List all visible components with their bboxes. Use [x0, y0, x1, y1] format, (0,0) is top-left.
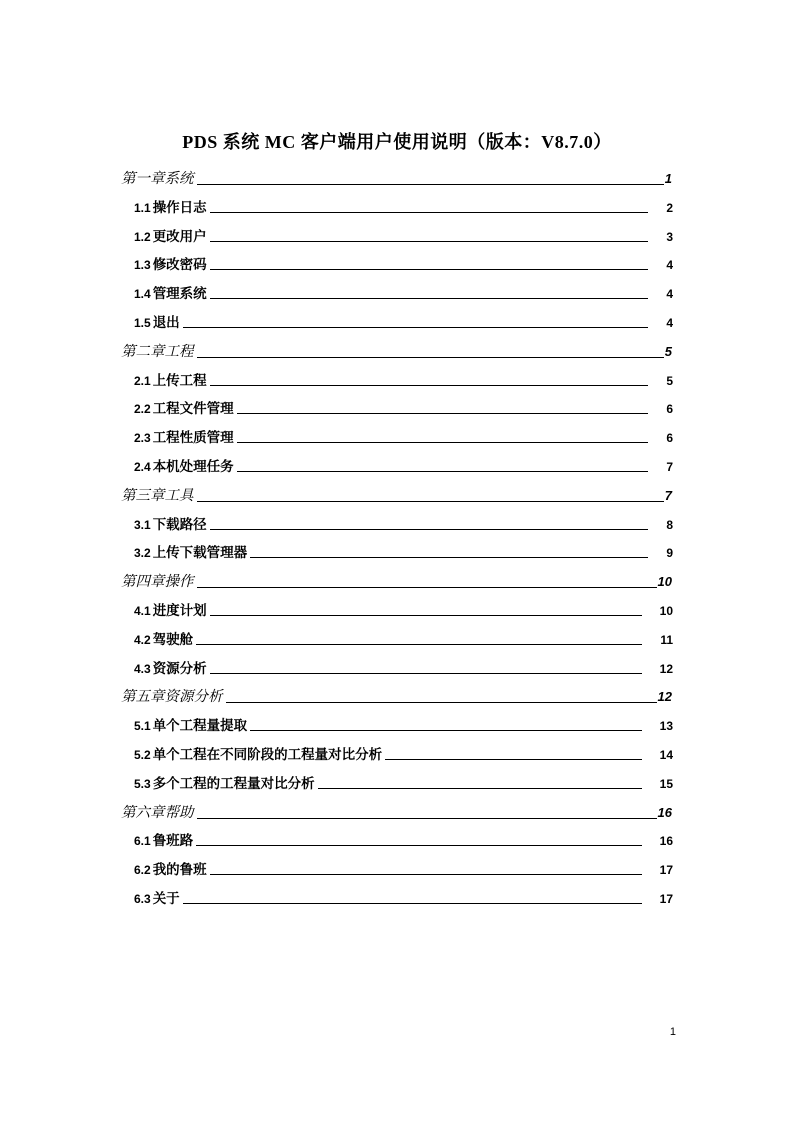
toc-section-entry[interactable] — [134, 369, 673, 389]
toc-page-number: 16 — [659, 834, 673, 849]
toc-section-number: 5.1 — [134, 719, 151, 734]
toc-leader-line — [197, 586, 657, 588]
toc-entry-text: 修改密码 — [152, 257, 207, 273]
toc-page-number: 13 — [659, 719, 673, 734]
toc-page-number: 17 — [659, 892, 673, 906]
toc-page-number: 10 — [659, 604, 673, 618]
toc-entry-text: 下载路径 — [152, 516, 207, 532]
toc-entry-text: 上传工程 — [152, 372, 207, 388]
toc-page-number: 12 — [659, 661, 673, 676]
toc-section-number: 1.1 — [134, 200, 151, 215]
toc-chapter-entry[interactable] — [121, 484, 672, 504]
toc-chapter-entry[interactable] — [121, 570, 672, 590]
toc-section-number: 3.1 — [134, 517, 151, 532]
toc-page-number: 10 — [657, 574, 672, 590]
toc-section-entry[interactable] — [134, 599, 673, 619]
toc-page-number: 17 — [659, 863, 673, 878]
toc-section-entry[interactable] — [134, 743, 673, 763]
toc-entry-text: 工程性质管理 — [152, 430, 234, 446]
toc-section-number: 6.1 — [134, 834, 151, 849]
toc-section-entry[interactable] — [134, 541, 673, 561]
toc-entry-label — [134, 229, 210, 245]
toc-leader-line — [385, 758, 641, 760]
toc-entry-label — [134, 401, 237, 417]
toc-page-number: 9 — [666, 546, 673, 561]
toc-leader-line — [196, 844, 641, 846]
toc-section-number: 4.3 — [134, 661, 151, 676]
toc-page-number: 3 — [666, 229, 673, 244]
toc-section-entry[interactable] — [134, 282, 673, 302]
toc-page-number: 5 — [664, 343, 672, 359]
toc-entry-label — [134, 517, 210, 533]
toc-entry-label — [134, 747, 385, 763]
toc-section-number: 4.2 — [134, 632, 151, 647]
toc-section-entry[interactable] — [134, 772, 673, 792]
toc-leader-line — [210, 672, 642, 674]
toc-entry-label — [134, 257, 210, 273]
toc-entry-label — [134, 545, 250, 561]
toc-entry-text: 第三章工具 — [121, 487, 194, 504]
document-title: PDS 系统 MC 客户端用户使用说明（版本：V8.7.0） — [182, 132, 612, 152]
toc-entry-label — [134, 776, 318, 792]
toc-leader-line — [250, 729, 641, 731]
toc-entry-text: 单个工程在不同阶段的工程量对比分析 — [152, 747, 383, 762]
toc-entry-text: 第二章工程 — [121, 343, 194, 360]
toc-leader-line — [183, 326, 649, 328]
toc-entry-text: 鲁班路 — [152, 833, 194, 849]
toc-leader-line — [237, 412, 649, 414]
toc-entry-text: 关于 — [152, 891, 180, 906]
toc-leader-line — [237, 470, 649, 472]
toc-page-number: 16 — [657, 804, 672, 820]
toc-page-number: 1 — [664, 171, 672, 186]
toc-page-number: 6 — [666, 431, 673, 446]
toc-entry-text: 进度计划 — [152, 603, 207, 618]
toc-entry-text: 第四章操作 — [121, 574, 194, 591]
toc-entry-label — [121, 171, 197, 187]
page-number: 1 — [669, 1026, 676, 1038]
toc-entry-text: 第五章资源分析 — [121, 689, 223, 706]
toc-entry-text: 第六章帮助 — [121, 804, 194, 821]
toc-entry-text: 单个工程量提取 — [152, 718, 248, 734]
toc-section-entry[interactable] — [134, 397, 673, 417]
toc-section-entry[interactable] — [134, 225, 673, 245]
toc-leader-line — [197, 183, 664, 185]
toc-leader-line — [196, 643, 642, 645]
toc-entry-label — [134, 286, 210, 302]
toc-page-number: 5 — [666, 373, 673, 388]
toc-leader-line — [197, 500, 664, 502]
toc-section-number: 1.4 — [134, 287, 151, 302]
toc-chapter-entry[interactable] — [121, 340, 672, 360]
toc-entry-text: 本机处理任务 — [152, 459, 234, 474]
toc-entry-label — [134, 718, 250, 734]
toc-page-number: 15 — [659, 776, 673, 791]
toc-section-number: 1.3 — [134, 258, 151, 273]
toc-entry-text: 管理系统 — [152, 286, 207, 302]
toc-section-entry[interactable] — [134, 426, 673, 446]
toc-section-entry[interactable] — [134, 196, 673, 216]
toc-section-entry[interactable] — [134, 253, 673, 273]
toc-section-number: 1.5 — [134, 316, 151, 330]
toc-page-number: 7 — [664, 487, 672, 503]
toc-section-entry[interactable] — [134, 311, 673, 331]
toc-entry-text: 驾驶舱 — [152, 631, 194, 647]
toc-chapter-entry[interactable] — [121, 167, 672, 187]
toc-chapter-entry[interactable] — [121, 801, 672, 821]
toc-page-number: 7 — [666, 460, 673, 474]
toc-section-entry[interactable] — [134, 858, 673, 878]
toc-entry-text: 更改用户 — [152, 228, 207, 244]
toc-section-number: 2.1 — [134, 373, 151, 388]
toc-entry-text: 退出 — [152, 315, 180, 330]
toc-entry-label — [121, 488, 197, 504]
toc-chapter-entry[interactable] — [121, 685, 672, 705]
toc-entry-label — [134, 891, 183, 907]
toc-entry-label — [134, 459, 237, 475]
toc-leader-line — [197, 817, 657, 819]
toc-leader-line — [237, 441, 649, 443]
toc-section-number: 6.3 — [134, 892, 151, 906]
toc-entry-label — [134, 315, 183, 331]
toc-entry-label — [134, 632, 196, 648]
toc-entry-label — [134, 603, 210, 619]
toc-entry-text: 多个工程的工程量对比分析 — [152, 775, 315, 791]
toc-page-number: 12 — [657, 689, 672, 705]
toc-entry-label — [134, 862, 210, 878]
toc-section-entry[interactable] — [134, 513, 673, 533]
toc-section-number: 2.2 — [134, 402, 151, 417]
toc-leader-line — [226, 701, 657, 703]
toc-leader-line — [210, 297, 649, 299]
toc-section-entry[interactable] — [134, 829, 673, 849]
toc-entry-label — [121, 805, 197, 821]
toc-leader-line — [210, 614, 642, 616]
toc-section-entry[interactable] — [134, 657, 673, 677]
toc-leader-line — [210, 873, 642, 875]
toc-section-number: 2.3 — [134, 431, 151, 446]
toc-section-entry[interactable] — [134, 714, 673, 734]
toc-entry-label — [134, 373, 210, 389]
toc-entry-label — [121, 344, 197, 360]
toc-entry-text: 上传下载管理器 — [152, 545, 248, 561]
toc-section-entry[interactable] — [134, 628, 673, 648]
toc-entry-label — [134, 430, 237, 446]
toc-page-number: 4 — [666, 316, 673, 330]
toc-leader-line — [183, 902, 642, 904]
toc-section-entry[interactable] — [134, 887, 673, 907]
toc-page-number: 6 — [666, 402, 673, 417]
toc-leader-line — [210, 528, 649, 530]
toc-entry-text: 操作日志 — [152, 199, 207, 215]
toc-entry-text: 第一章系统 — [121, 171, 194, 187]
toc-leader-line — [210, 384, 649, 386]
toc-entry-label — [134, 200, 210, 216]
toc-leader-line — [318, 787, 642, 789]
toc-page-number: 2 — [666, 200, 673, 215]
toc-leader-line — [210, 211, 649, 213]
toc-section-number: 2.4 — [134, 460, 151, 474]
toc-section-entry[interactable] — [134, 455, 673, 475]
toc-page-number: 8 — [666, 517, 673, 532]
toc-page-number: 14 — [659, 748, 673, 762]
toc-section-number: 5.3 — [134, 776, 151, 791]
toc-leader-line — [250, 556, 648, 558]
toc-leader-line — [197, 356, 664, 358]
toc-page-number: 4 — [666, 258, 673, 273]
toc-page-number: 4 — [666, 287, 673, 302]
toc-section-number: 4.1 — [134, 604, 151, 618]
toc-section-number: 1.2 — [134, 229, 151, 244]
toc-page-number: 11 — [660, 632, 673, 647]
toc-entry-text: 我的鲁班 — [152, 862, 207, 878]
toc-leader-line — [210, 240, 649, 242]
toc-entry-label — [134, 833, 196, 849]
toc-entry-label — [121, 574, 197, 590]
toc-leader-line — [210, 268, 649, 270]
toc-section-number: 3.2 — [134, 546, 151, 561]
toc-entry-text: 资源分析 — [152, 660, 207, 676]
toc-entry-text: 工程文件管理 — [152, 401, 234, 417]
toc-section-number: 6.2 — [134, 863, 151, 878]
toc-entry-label — [134, 661, 210, 677]
toc-entry-label — [121, 689, 226, 705]
toc-section-number: 5.2 — [134, 748, 151, 762]
